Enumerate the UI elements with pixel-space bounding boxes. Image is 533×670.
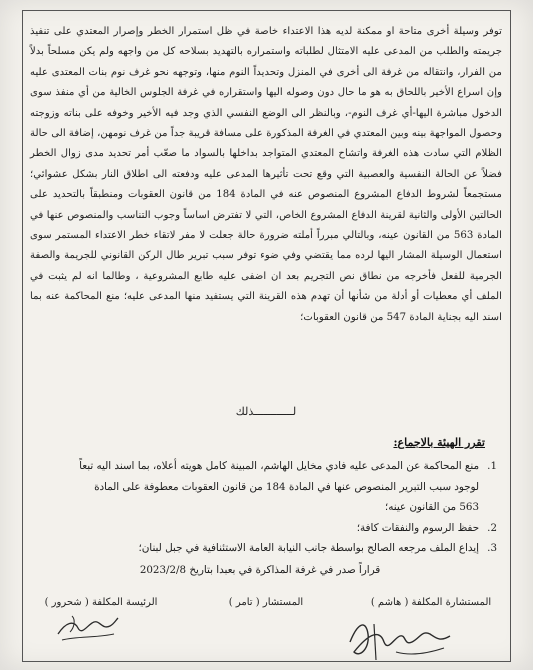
signatory-2 [191,597,341,608]
closing-word: لــــــــــــذلك [235,405,297,418]
decision-title: تقرر الهيئة بالاجماع: [393,436,485,449]
body-paragraph [30,22,502,328]
decision-number: 3. [487,542,497,554]
decision-item [77,538,497,559]
decision-list [77,456,497,559]
signature-mark-left [52,606,122,646]
signatory-title: الرئيسة المكلفة [91,597,158,608]
signatory-title: المستشارة المكلفة [411,597,492,608]
decision-text: منع المحاكمة عن المدعى عليه فادي مخايل الهاشم، المبينة كامل هويته أعلاه، بما اسند اليه تبعاً لوجود سبب التبرير المنصوص عنها في المادة 184 من قانون العقوبات معطوفة على المادة 563 من القانون عينه؛ [79,460,479,513]
paragraph-text: توفر وسيلة أخرى متاحة او ممكنة لديه هذا الاعتداء خاصة في ظل استمرار الخطر وإصرار المعتدي على تنفيذ جريمته والطلب من المدعى عليه الامتثال لطلباته واستمراره بالتهديد بسلاحه كل من واجهه ولم يكن مسلحاً بدلاً من الفرار، وانتقاله من غرفة الى أخرى في المنزل وتحديداً النوم منها، وتوجهه نحو غرف نوم بنات المعتدى عليه وإن اسراع الأخير باللحاق به هو ما حال دون وصوله اليها واستقراره في غرفة الجلوس الخالية من أي منفذ سوى الدخول مباشرة اليها-أي غرف النوم-، وبالنظر الى الوضع النفسي الذي وجد فيه الأخير وخوفه على بناته وزوجته وحصول المواجهة بينه وبين المعتدي في الغرفة المذكورة على مسافة قريبة جداً من غرف نومهن، إضافة الى حالة الظلام التي سادت هذه الغرفة واتشاح المعتدي المتواجد بداخلها بالسواد ما صعّب أمر تحديد مدى زوال الخطر فضلاً عن الحالة النفسية والعصبية التي وقع تحت تأثيرها المدعى عليه ودفعته الى اطلاق النار بشكل عشوائي؛ مستجمعاً لشروط الدفاع المشروع المنصوص عنه في المادة 184 من قانون العقوبات ومنطبقاً بالتحديد على الحالتين الأولى والثانية لقرينة الدفاع المشروع الخاص، التي لا تفترض اساساً وجوب التناسب والمنصوص عنها في المادة 563 من القانون عينه، وبالتالي مبرراً أملته ضرورة حالة جعلت لا مفر لاتقاء خطر الاعتداء المستمر سوى استعمال الوسيلة المشار اليها لرده مما يقتضي وفي ضوء توفر سبب تبرير طال الركن القانوني للجريمة والصفة الجرمية للفعل فأخرجه من نطاق نص التجريم بعد ان اضفى عليه طابع المشروعية ، وطالما انه لم يثبت في الملف أي معطيات أو أدلة من شأنها أن تهدم هذه القرينة التي يستفيد منها المدعى عليه؛ منع المحاكمة عنه بما اسند اليه بجناية المادة 547 من قانون العقوبات؛ [30,26,503,323]
issue-statement: قراراً صدر في غرفة المذاكرة في بعبدا بتاريخ 2023/2/8 [139,564,381,576]
signatory-name: ( شحرور ) [44,597,89,608]
signatory-name: ( تامر ) [228,597,260,608]
decision-number: 1. [487,460,497,472]
signatory-1 [356,597,506,608]
signatory-title: المستشار [262,597,304,608]
decision-item [77,456,497,518]
decision-number: 2. [487,521,497,534]
decision-item [77,518,497,539]
decision-text: إيداع الملف مرجعه الصالح بواسطة جانب النيابة العامة الاستئنافية في جبل لبنان؛ [138,542,479,554]
decision-text: حفظ الرسوم والنفقات كافة؛ [356,521,479,534]
signatory-name: ( هاشم ) [370,597,409,608]
signature-mark-right [340,612,460,664]
